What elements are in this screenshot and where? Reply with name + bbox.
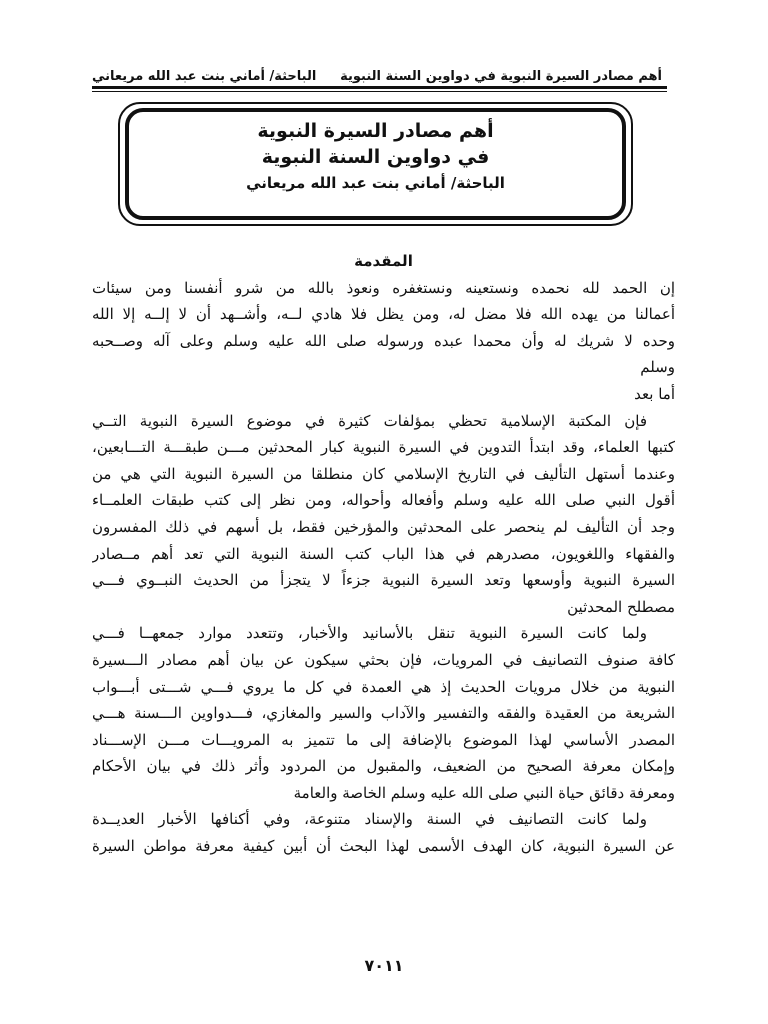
header-journal-title: أهم مصادر السيرة النبوية في دواوين السنة النبوية (340, 69, 662, 84)
body-line: السيرة النبوية وأوسعها وتعد السيرة النبوية جزءاً لا يتجزأ من الحديث النبــوي فـــي (92, 571, 675, 590)
body-line: أقول النبي صلى الله عليه وسلم وأفعاله وأحواله، ومن نظر إلى كتب طبقات العلمــاء (92, 491, 675, 510)
body-line: الشريعة من العقيدة والفقه والتفسير والآداب والسير والمغازي، فـــدواوين الـــسنة هـــي (92, 704, 675, 723)
body-line: وسلم (640, 358, 675, 377)
body-line: والفقهاء واللغويون، مصدرهم في هذا الباب كتب السنة النبوية التي تعد أهم مــصادر (92, 544, 675, 563)
title-author: الباحثة/ أماني بنت عبد الله مريعاني (246, 174, 505, 192)
section-title: المقدمة (354, 252, 413, 270)
body-line: أما بعد (634, 384, 675, 403)
body-line: فإن المكتبة الإسلامية تحظي بمؤلفات كثيرة في موضوع السيرة النبوية التــي (92, 411, 647, 430)
body-text (92, 248, 675, 860)
body-line: وعندما أستهل التأليف في التاريخ الإسلامي كان منطلقا من السيرة النبوية التي هي من (92, 464, 675, 483)
body-line: ومعرفة دقائق حياة النبي صلى الله عليه وسلم الخاصة والعامة (293, 783, 675, 802)
body-line: المصدر الأساسي لهذا الموضوع بالإضافة إلى ما تتميز به المرويـــات مـــن الإســـناد (92, 730, 675, 749)
body-line: النبوية من خلال مرويات الحديث إذ هي العمدة في كل ما يروي فـــي شـــتى أبـــواب (92, 677, 675, 696)
page-number: ٧٠١١ (364, 956, 404, 975)
title-line-1: أهم مصادر السيرة النبوية (257, 120, 494, 142)
body-line: كافة صنوف التصانيف في المرويات، فإن بحثي سيكون عن بيان أهم مصادر الـــسيرة (92, 650, 675, 669)
body-line: ولما كانت التصانيف في السنة والإسناد متنوعة، وفي أكنافها الأخبار العديــدة (92, 810, 647, 829)
body-line: إن الحمد لله نحمده ونستعينه ونستغفره ونعوذ بالله من شرو أنفسنا ومن سيئات (92, 278, 675, 297)
header-author: الباحثة/ أماني بنت عبد الله مريعاني (92, 69, 317, 84)
body-line: عن السيرة النبوية، كان الهدف الأسمى لهذا البحث أن أبين كيفية معرفة مواطن السيرة (92, 837, 675, 856)
body-line: وإمكان معرفة الصحيح من الضعيف، والمقبول من المردود وأثر ذلك في بيان الأحكام (92, 757, 675, 776)
title-line-2: في دواوين السنة النبوية (261, 146, 490, 168)
header-rule-thin (92, 91, 667, 92)
body-line: وجد أن التأليف لم ينحصر على المحدثين والمؤرخين فقط، بل أسهم في ذلك المفسرون (92, 517, 675, 536)
body-line: كتبها العلماء، وقد ابتدأ التدوين في السيرة النبوية كبار المحدثين مـــن طبقـــة التـــابعين، (92, 438, 675, 457)
body-line: ولما كانت السيرة النبوية تنقل بالأسانيد والأخبار، وتتعدد موارد جمعهــا فـــي (92, 624, 647, 643)
title-box (125, 108, 626, 220)
running-header (92, 60, 662, 86)
body-line: أعمالنا من يهده الله فلا مضل له، ومن يظل فلا هادي لــه، وأشــهد أن لا إلــه إلا الله (92, 305, 675, 324)
body-line: مصطلح المحدثين (567, 597, 675, 616)
header-rule-thick (92, 86, 667, 89)
body-line: وحده لا شريك له وأن محمدا عبده ورسوله صلى الله عليه وسلم وعلى آله وصــحبه (92, 331, 675, 350)
